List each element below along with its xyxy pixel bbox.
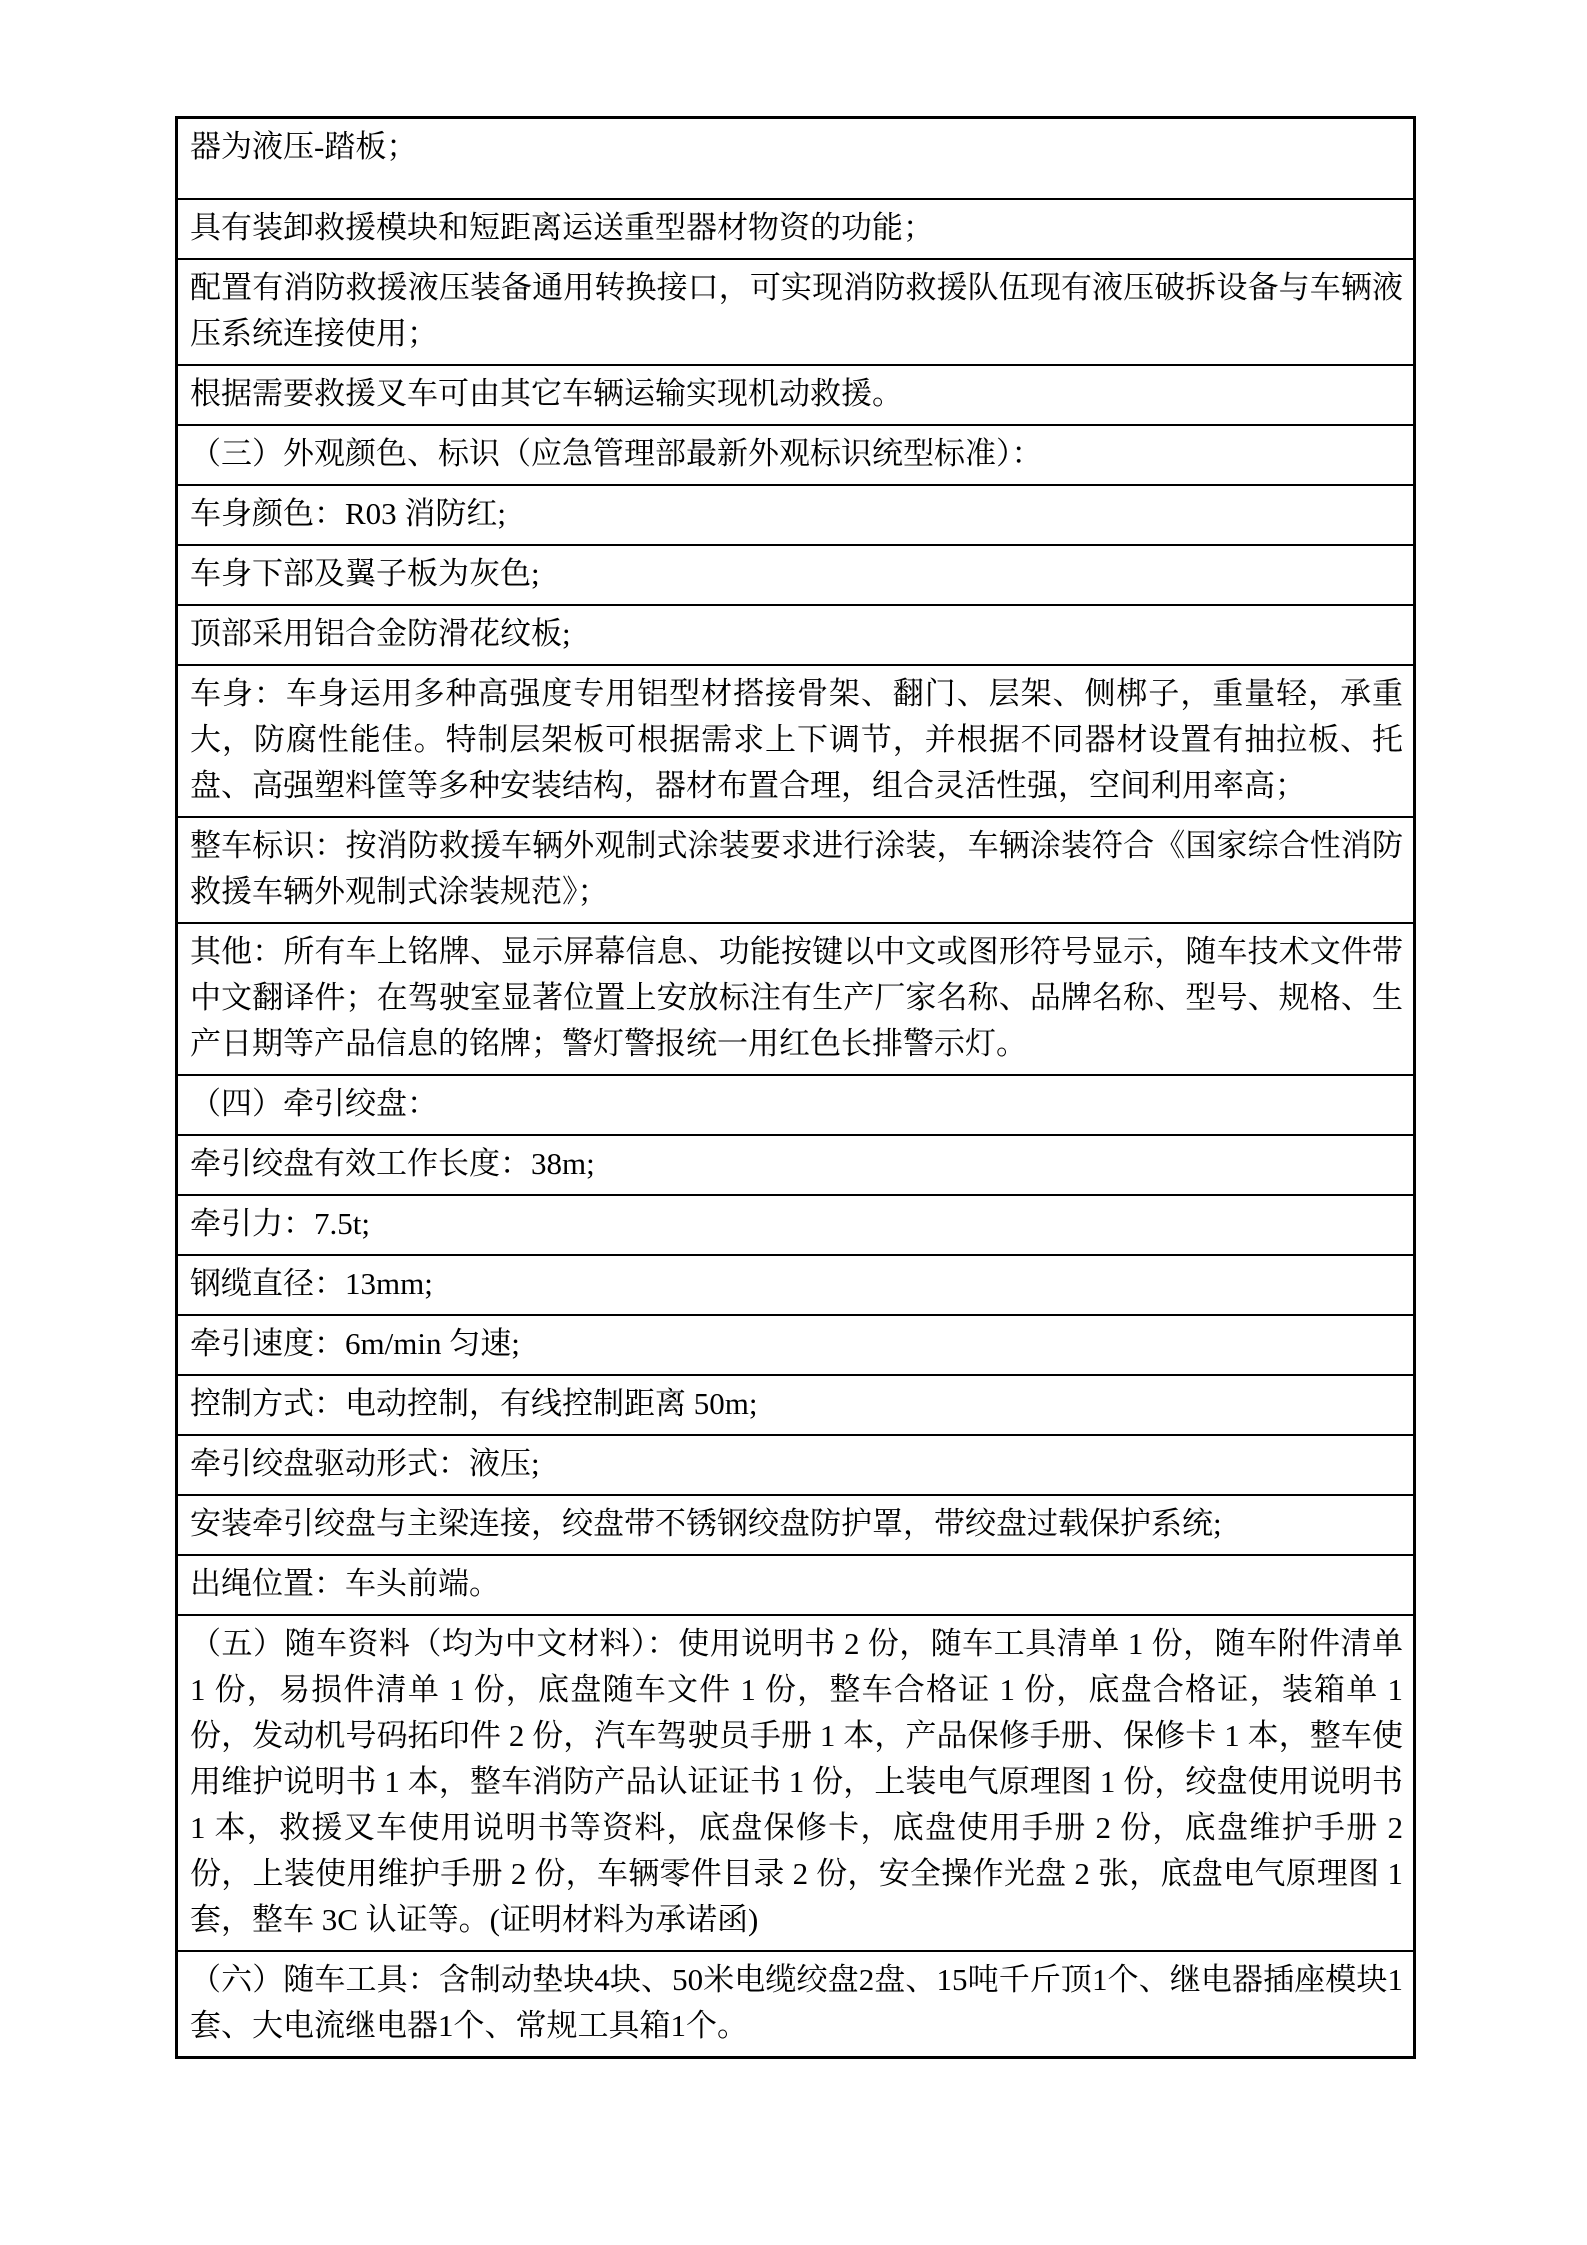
- table-row: [177, 485, 1415, 545]
- table-cell-text: 根据需要救援叉车可由其它车辆运输实现机动救援。: [177, 365, 1415, 425]
- table-row: [177, 1555, 1415, 1615]
- table-row: [177, 1435, 1415, 1495]
- table-row: [177, 1315, 1415, 1375]
- table-cell-text: （五）随车资料（均为中文材料）：使用说明书 2 份，随车工具清单 1 份，随车附件清单 1 份，易损件清单 1 份，底盘随车文件 1 份，整车合格证 1 份，底盘合格证，装箱单 1 份，发动机号码拓印件 2 份，汽车驾驶员手册 1 本，产品保修手册、保修卡 1 本，整车使用维护说明书 1 本，整车消防产品认证证书 1 份，上装电气原理图 1 份，绞盘使用说明书 1 本，救援叉车使用说明书等资料，底盘保修卡，底盘使用手册 2 份，底盘维护手册 2 份，上装使用维护手册 2 份，车辆零件目录 2 份，安全操作光盘 2 张，底盘电气原理图 1 套，整车 3C 认证等。(证明材料为承诺函): [177, 1615, 1415, 1951]
- table-cell-text: 整车标识：按消防救援车辆外观制式涂装要求进行涂装，车辆涂装符合《国家综合性消防救援车辆外观制式涂装规范》；: [177, 817, 1415, 923]
- table-row: [177, 1495, 1415, 1555]
- table-cell-text: 牵引绞盘驱动形式：液压;: [177, 1435, 1415, 1495]
- table-row: [177, 545, 1415, 605]
- spec-table-body: [177, 118, 1415, 2058]
- table-cell-text: 车身：车身运用多种高强度专用铝型材搭接骨架、翻门、层架、侧梆子，重量轻，承重大，防腐性能佳。特制层架板可根据需求上下调节，并根据不同器材设置有抽拉板、托盘、高强塑料筐等多种安装结构，器材布置合理，组合灵活性强，空间利用率高；: [177, 665, 1415, 817]
- table-row: [177, 665, 1415, 817]
- table-cell-text: 顶部采用铝合金防滑花纹板;: [177, 605, 1415, 665]
- table-cell-text: 具有装卸救援模块和短距离运送重型器材物资的功能；: [177, 199, 1415, 259]
- table-row: [177, 365, 1415, 425]
- table-cell-text: 出绳位置：车头前端。: [177, 1555, 1415, 1615]
- table-cell-text: （三）外观颜色、标识（应急管理部最新外观标识统型标准）：: [177, 425, 1415, 485]
- table-cell-text: 器为液压-踏板；: [177, 118, 1415, 200]
- table-row: [177, 923, 1415, 1075]
- table-row: [177, 1951, 1415, 2058]
- table-cell-text: 其他：所有车上铭牌、显示屏幕信息、功能按键以中文或图形符号显示，随车技术文件带中文翻译件；在驾驶室显著位置上安放标注有生产厂家名称、品牌名称、型号、规格、生产日期等产品信息的铭牌；警灯警报统一用红色长排警示灯。: [177, 923, 1415, 1075]
- table-row: [177, 425, 1415, 485]
- table-row: [177, 259, 1415, 365]
- table-row: [177, 1195, 1415, 1255]
- table-cell-text: 配置有消防救援液压装备通用转换接口，可实现消防救援队伍现有液压破拆设备与车辆液压系统连接使用；: [177, 259, 1415, 365]
- table-row: [177, 1615, 1415, 1951]
- table-cell-text: 钢缆直径：13mm;: [177, 1255, 1415, 1315]
- table-row: [177, 1255, 1415, 1315]
- table-cell-text: 车身颜色：R03 消防红;: [177, 485, 1415, 545]
- table-row: [177, 605, 1415, 665]
- table-cell-text: 牵引速度：6m/min 匀速;: [177, 1315, 1415, 1375]
- table-row: [177, 817, 1415, 923]
- table-row: [177, 199, 1415, 259]
- table-cell-text: （四）牵引绞盘：: [177, 1075, 1415, 1135]
- table-row: [177, 1075, 1415, 1135]
- table-row: [177, 118, 1415, 200]
- table-row: [177, 1135, 1415, 1195]
- table-cell-text: 控制方式：电动控制，有线控制距离 50m;: [177, 1375, 1415, 1435]
- spec-table: [175, 116, 1416, 2059]
- table-cell-text: 牵引力：7.5t;: [177, 1195, 1415, 1255]
- table-cell-text: 安装牵引绞盘与主梁连接，绞盘带不锈钢绞盘防护罩，带绞盘过载保护系统;: [177, 1495, 1415, 1555]
- table-cell-text: 车身下部及翼子板为灰色;: [177, 545, 1415, 605]
- table-cell-text: 牵引绞盘有效工作长度：38m;: [177, 1135, 1415, 1195]
- table-row: [177, 1375, 1415, 1435]
- table-cell-text: （六）随车工具：含制动垫块4块、50米电缆绞盘2盘、15吨千斤顶1个、继电器插座模块1套、大电流继电器1个、常规工具箱1个。: [177, 1951, 1415, 2058]
